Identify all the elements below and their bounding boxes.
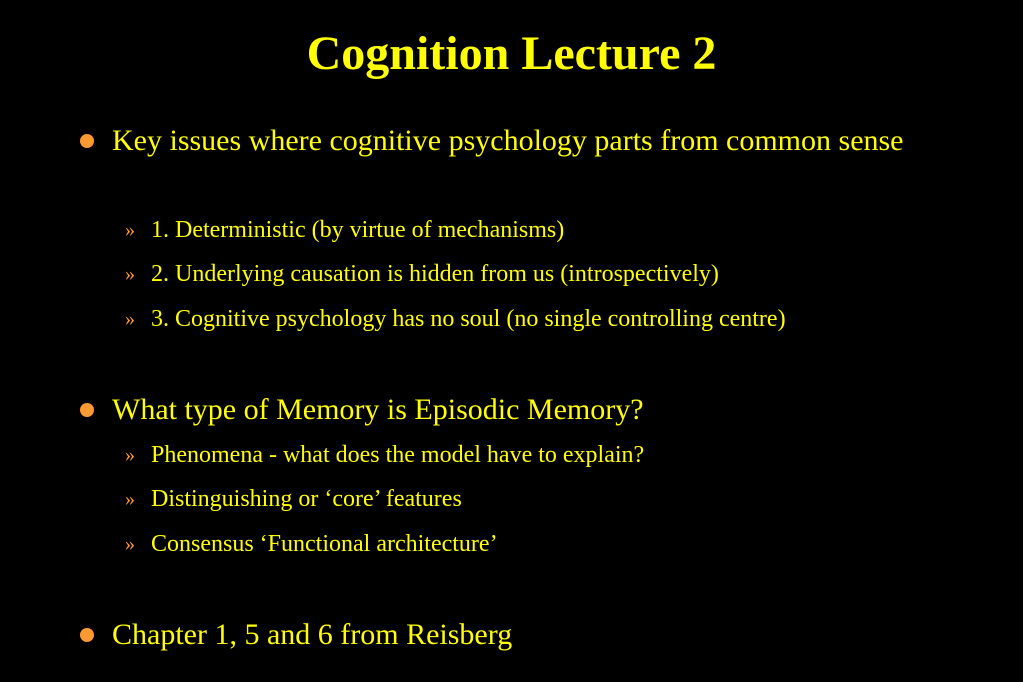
slide-title: Cognition Lecture 2 bbox=[306, 27, 717, 80]
bullet-text: Chapter 1, 5 and 6 from Reisberg bbox=[112, 618, 513, 651]
bullet-text: Key issues where cognitive psychology parts from common sense bbox=[112, 124, 904, 157]
bullet-item bbox=[80, 389, 980, 431]
bullet-item bbox=[80, 120, 980, 204]
sub-bullet-marker-icon: » bbox=[125, 219, 135, 241]
sub-item-text: Phenomena - what does the model have to explain? bbox=[151, 442, 645, 468]
sub-bullet-marker-icon: » bbox=[125, 488, 135, 510]
sub-bullet-marker-icon: » bbox=[125, 444, 135, 466]
sub-bullet-marker-icon: » bbox=[125, 533, 135, 555]
sub-item-text: 3. Cognitive psychology has no soul (no single controlling centre) bbox=[151, 306, 786, 332]
sub-item-text: Distinguishing or ‘core’ features bbox=[151, 486, 462, 512]
sub-item-text: 2. Underlying causation is hidden from us (introspectively) bbox=[151, 261, 719, 287]
sub-item-text: Consensus ‘Functional architecture’ bbox=[151, 531, 498, 557]
bullet-item bbox=[80, 614, 980, 656]
bullet-dot-icon bbox=[80, 628, 94, 642]
bullet-dot-icon bbox=[80, 134, 94, 148]
sub-bullet-marker-icon: » bbox=[125, 263, 135, 285]
sub-bullet-marker-icon: » bbox=[125, 308, 135, 330]
bullet-dot-icon bbox=[80, 403, 94, 417]
sub-item-text: 1. Deterministic (by virtue of mechanisms) bbox=[151, 217, 565, 243]
bullet-text: What type of Memory is Episodic Memory? bbox=[112, 393, 644, 426]
